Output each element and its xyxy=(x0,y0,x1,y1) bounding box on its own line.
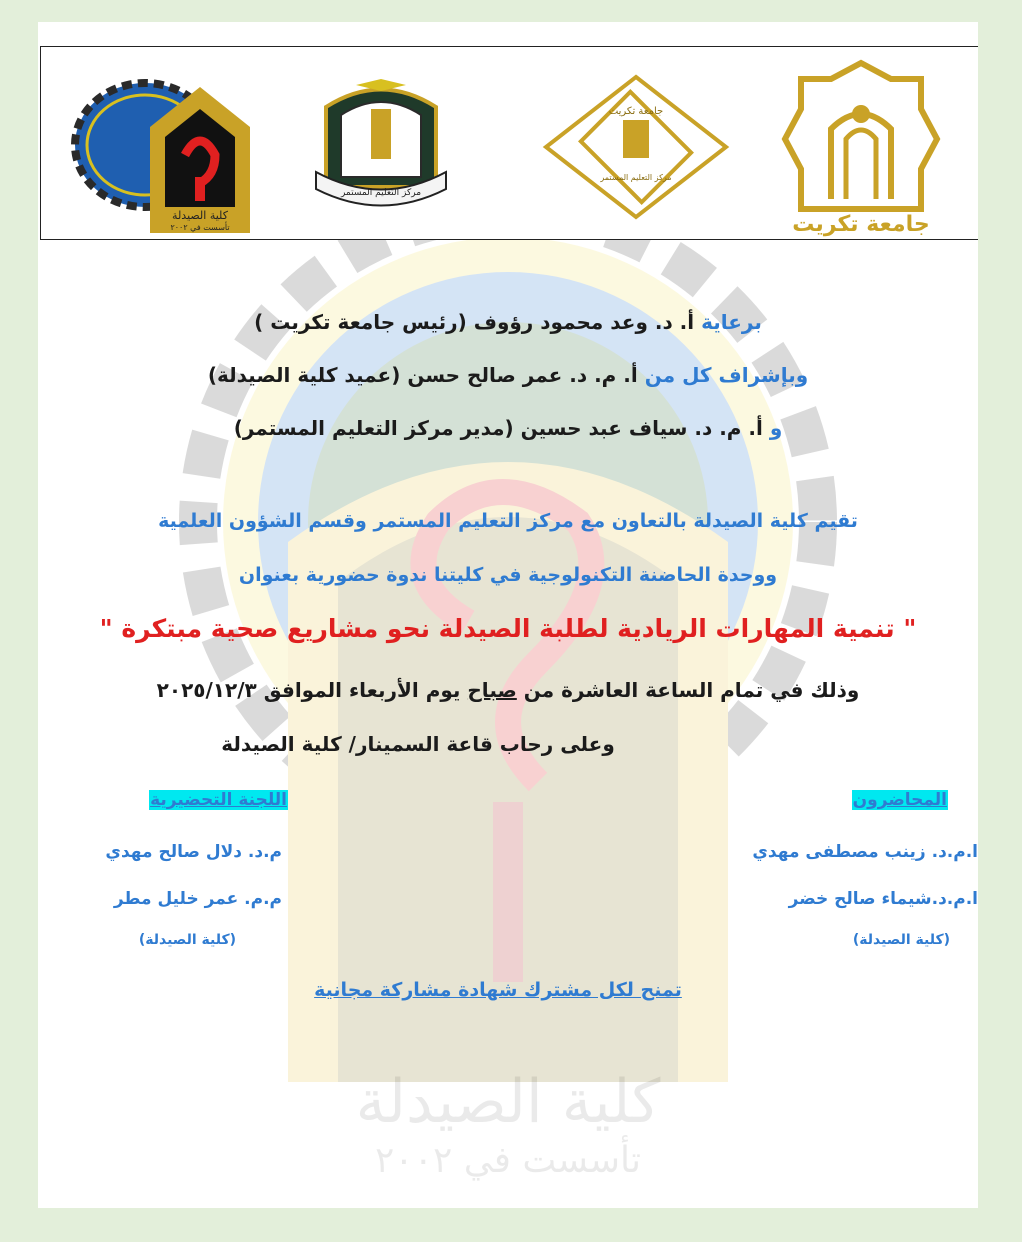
cevt-director-name: أ. م. د. سياف عبد حسين (مدير مركز التعليم المستمر) xyxy=(233,416,763,440)
supervision-prefix: وبإشراف كل من xyxy=(644,363,809,387)
invitation-content xyxy=(38,22,978,1208)
schedule-morning: صباح xyxy=(467,678,517,702)
pharmacy-logo-year: تأسست في ٢٠٠٢ xyxy=(170,223,230,232)
patron-line xyxy=(38,310,978,334)
dean-name: أ. م. د. عمر صالح حسن (عميد كلية الصيدلة) xyxy=(207,363,638,387)
supervision-line-1 xyxy=(38,363,978,387)
supervision-prefix-and: و xyxy=(769,416,783,440)
lecturers-heading xyxy=(852,790,948,810)
lecturers-affiliation: (كلية الصيدلة) xyxy=(852,932,950,948)
pharmacy-logo-text: كلية الصيدلة xyxy=(172,209,228,222)
lecturer-2: ا.م.د.شيماء صالح خضر xyxy=(788,889,978,909)
lecturer-1: ا.م.د. زينب مصطفى مهدي xyxy=(752,842,978,862)
patron-name: أ. د. وعد محمود رؤوف (رئيس جامعة تكريت ) xyxy=(254,310,695,334)
venue-line: وعلى رحاب قاعة السمينار/ كلية الصيدلة xyxy=(221,732,615,756)
patron-prefix: برعاية xyxy=(701,310,762,334)
schedule-line xyxy=(38,678,978,702)
schedule-date: يوم الأربعاء الموافق ٢٠٢٥/١٢/٣ xyxy=(156,678,461,702)
certificate-note: تمنح لكل مشترك شهادة مشاركة مجانية xyxy=(314,979,682,1001)
intro-line-1: تقيم كلية الصيدلة بالتعاون مع مركز التعليم المستمر وقسم الشؤون العلمية xyxy=(158,510,858,532)
intro-line-2: ووحدة الحاضنة التكنولوجية في كليتنا ندوة حضورية بعنوان xyxy=(238,564,778,586)
lecturers-heading-text: المحاضرون xyxy=(852,790,947,810)
schedule-part-1: وذلك في تمام الساعة العاشرة من xyxy=(523,678,860,702)
tikrit-logo-text: جامعة تكريت xyxy=(792,212,930,237)
diamond-logo-text: جامعة تكريت xyxy=(608,106,664,117)
committee-heading xyxy=(149,790,288,810)
committee-member-2: م.م. عمر خليل مطر xyxy=(113,889,282,909)
committee-heading-text: اللجنة التحضيرية xyxy=(150,790,287,810)
committee-affiliation: (كلية الصيدلة) xyxy=(138,932,236,948)
cevt-ribbon-text: مركز التعليم المستمر xyxy=(340,188,422,198)
supervision-line-2 xyxy=(38,416,978,440)
seminar-title: " تنمية المهارات الريادية لطلبة الصيدلة نحو مشاريع صحية مبتكرة " xyxy=(99,614,917,643)
watermark-subtitle: تأسست في ٢٠٠٢ xyxy=(374,1140,642,1181)
committee-member-1: م.د. دلال صالح مهدي xyxy=(105,842,282,862)
invitation-page xyxy=(38,22,978,1208)
diamond-logo-subtext: مركز التعليم المستمر xyxy=(600,173,672,182)
watermark-title: كلية الصيدلة xyxy=(355,1067,661,1137)
